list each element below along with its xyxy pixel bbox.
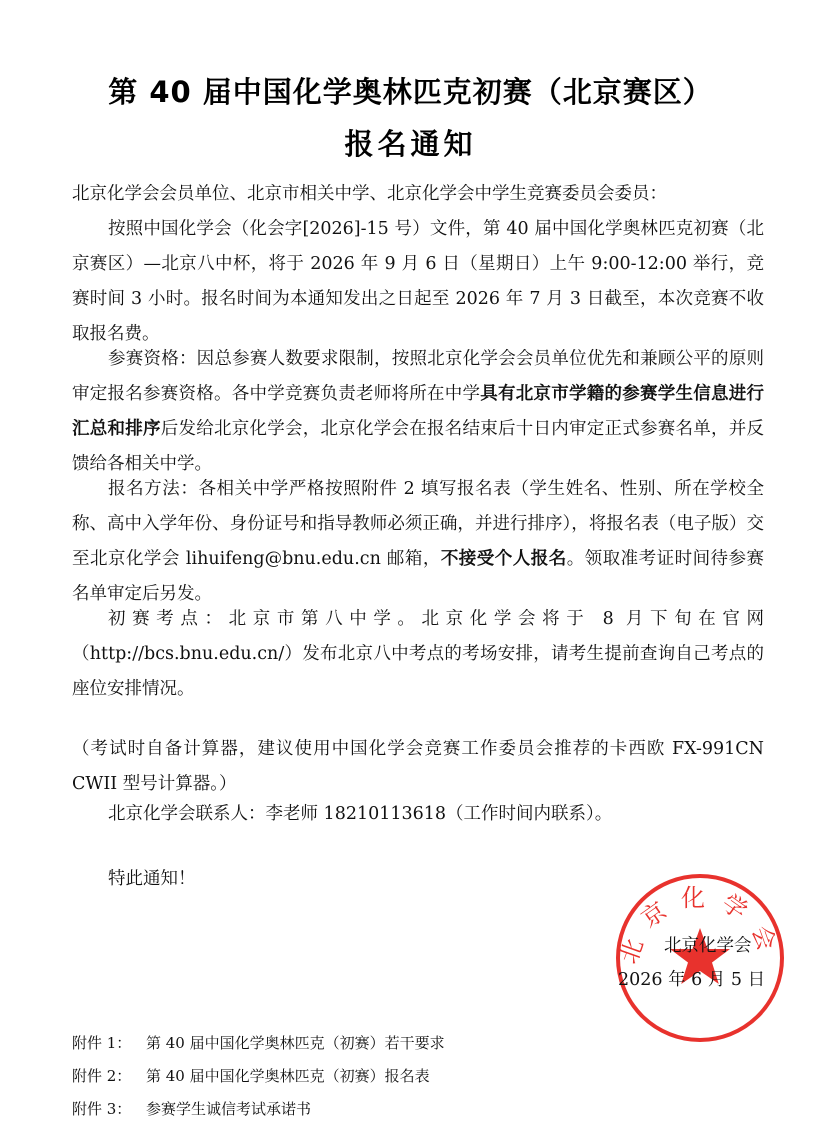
seal-text-path: 北京化学会 (614, 884, 786, 968)
paragraph-exam-venue: 初赛考点：北京市第八中学。北京化学会将于 8 月下旬在官网（http://bcs.bnu.edu.cn/）发布北京八中考点的考场安排，请考生提前查询自己考点的座位安排情况。 (72, 609, 764, 699)
attachment-item (72, 1032, 445, 1053)
paragraph-eligibility (72, 342, 764, 482)
eligibility-text-end: 后发给北京化学会，北京化学会在报名结束后十日内审定正式参赛名单，并反馈给各相关中学。 (72, 419, 764, 474)
closing-line: 特此通知！ (108, 869, 196, 889)
method-text-end: 。领取准考证时间待参赛名单审定后另发。 (72, 549, 765, 604)
contact-line: 北京化学会联系人：李老师 18210113618（工作时间内联系）。 (108, 804, 613, 824)
attachment-label: 附件 2： (72, 1067, 132, 1085)
attachment-title: 第 40 届中国化学奥林匹克（初赛）若干要求 (146, 1034, 445, 1052)
notice-subtitle: 报名通知 (344, 127, 477, 161)
attachment-item (72, 1065, 430, 1086)
attachment-label: 附件 1： (72, 1034, 132, 1052)
calculator-note: （考试时自备计算器，建议使用中国化学会竞赛工作委员会推荐的卡西欧 FX-991CN CWII 型号计算器。） (72, 739, 764, 794)
paragraph-competition-info: 按照中国化学会（化会字[2026]-15 号）文件，第 40 届中国化学奥林匹克初赛（北京赛区）—北京八中杯，将于 2026 年 9 月 6 日（星期日）上午 9:00-12:00 举行，竞赛时间 3 小时。报名时间为本通知发出之日起至 2026 年 7 月 3 日截至，本次竞赛不收取报名费。 (72, 219, 764, 344)
attachment-item (72, 1098, 311, 1119)
salutation: 北京化学会会员单位、北京市相关中学、北京化学会中学生竞赛委员会委员： (72, 184, 667, 204)
signature-org: 北京化学会 (664, 936, 752, 956)
signature-date: 2026 年 6 月 5 日 (618, 970, 766, 990)
method-text: 报名方法：各相关中学严格按照附件 2 填写报名表（学生姓名、性别、所在学校全称、高中入学年份、身份证号和指导教师必须正确，并进行排序），将报名表（电子版）交至北京化学会 lihuifeng@bnu.edu.cn 邮箱， (72, 479, 764, 569)
attachment-title: 参赛学生诚信考试承诺书 (146, 1100, 312, 1118)
eligibility-text: 参赛资格：因总参赛人数要求限制，按照北京化学会会员单位优先和兼顾公平的原则审定报名参赛资格。各中学竞赛负责老师将所在中学 (72, 349, 764, 404)
eligibility-emphasis: 具有北京市学籍的参赛学生信息进行汇总和排序 (72, 384, 764, 439)
paragraph-registration-method (72, 472, 764, 612)
attachment-label: 附件 3： (72, 1100, 132, 1118)
attachment-title: 第 40 届中国化学奥林匹克（初赛）报名表 (146, 1067, 430, 1085)
official-seal (612, 870, 788, 1046)
notice-title: 第 40 届中国化学奥林匹克初赛（北京赛区） (108, 75, 713, 109)
method-emphasis: 不接受个人报名 (440, 549, 567, 569)
